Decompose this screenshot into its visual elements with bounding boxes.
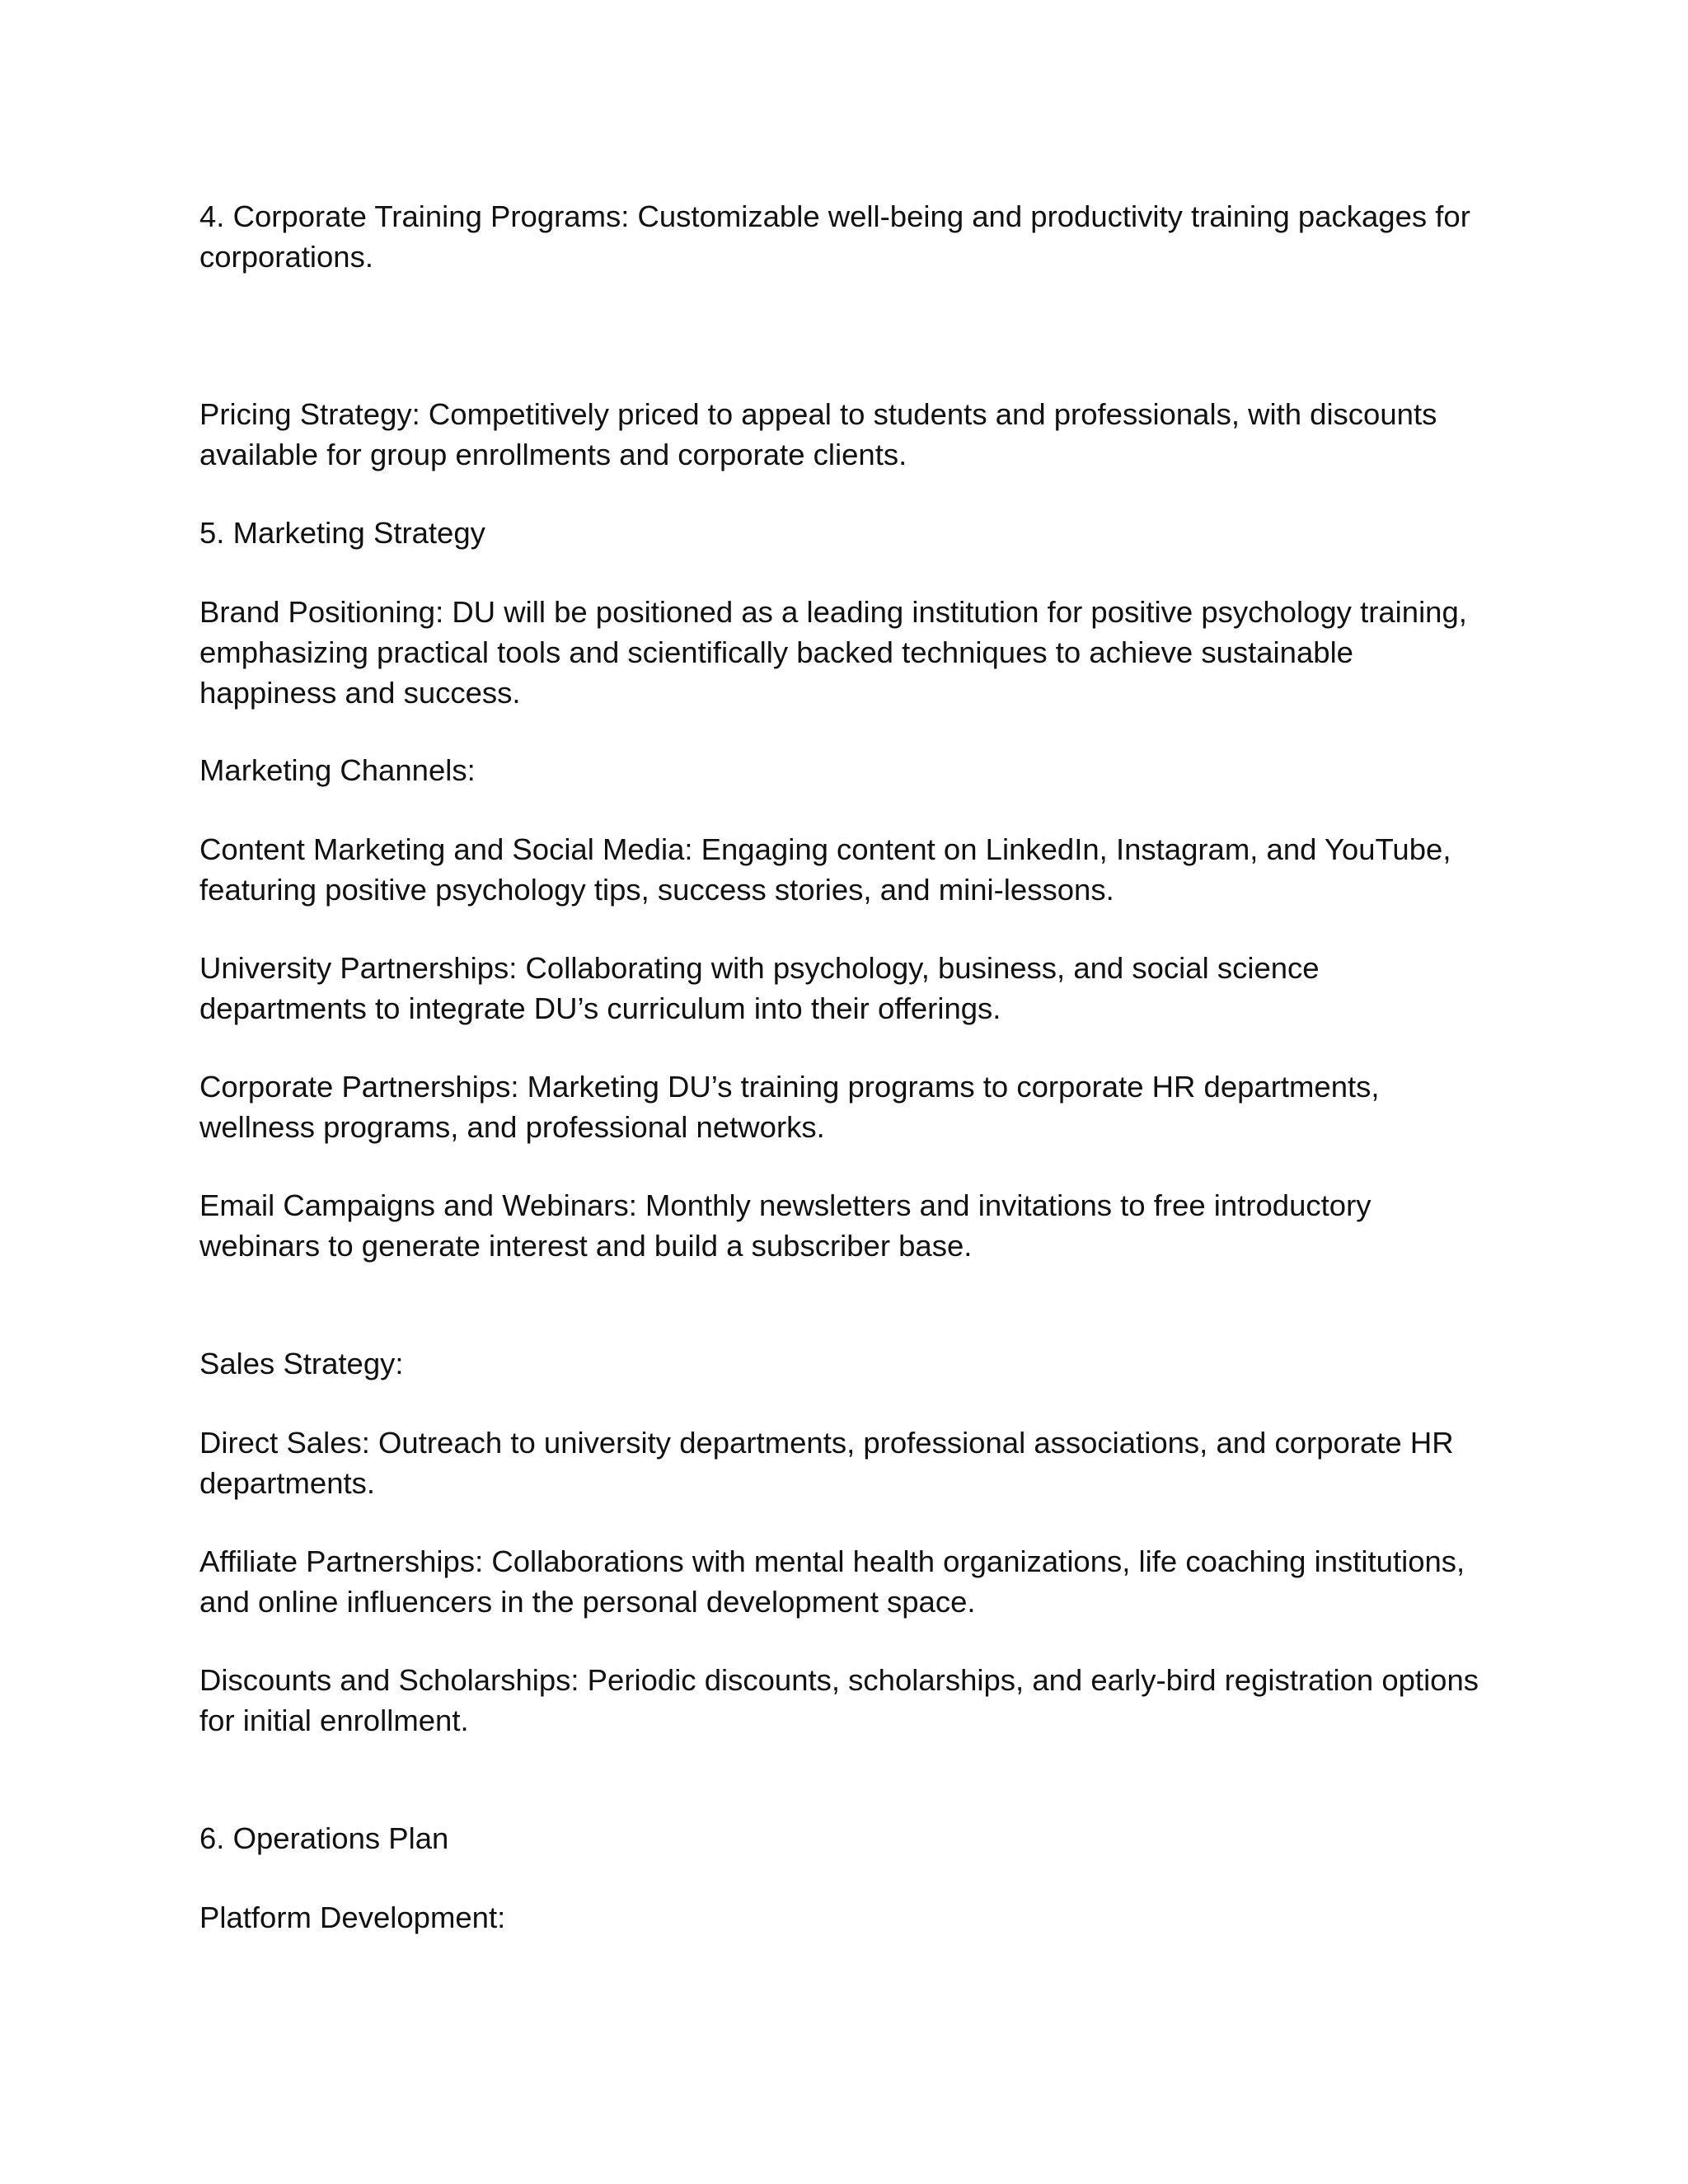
direct-sales-paragraph: Direct Sales: Outreach to university departments, professional associations, and corporate HR departments. (199, 1426, 1454, 1500)
marketing-strategy-heading: 5. Marketing Strategy (199, 516, 485, 550)
discounts-scholarships-paragraph: Discounts and Scholarships: Periodic discounts, scholarships, and early-bird registration options for initial enrollment. (199, 1663, 1479, 1737)
content-marketing-paragraph: Content Marketing and Social Media: Engaging content on LinkedIn, Instagram, and YouTube, featuring positive psychology tips, success stories, and mini-lessons. (199, 832, 1451, 907)
operations-plan-heading: 6. Operations Plan (199, 1821, 449, 1855)
email-campaigns-paragraph: Email Campaigns and Webinars: Monthly newsletters and invitations to free introductory webinars to generate interest and build a subscriber base. (199, 1188, 1372, 1263)
affiliate-partnerships-paragraph: Affiliate Partnerships: Collaborations with mental health organizations, life coaching institutions, and online influencers in the personal development space. (199, 1544, 1465, 1619)
brand-positioning-paragraph: Brand Positioning: DU will be positioned as a leading institution for positive psychology training, emphasizing practical tools and scientifically backed techniques to achieve sustainable happiness and success. (199, 595, 1467, 710)
platform-development-label: Platform Development: (199, 1900, 506, 1934)
corporate-partnerships-paragraph: Corporate Partnerships: Marketing DU’s training programs to corporate HR departments, wellness programs, and professional networks. (199, 1070, 1380, 1144)
sales-strategy-label: Sales Strategy: (199, 1347, 404, 1380)
university-partnerships-paragraph: University Partnerships: Collaborating with psychology, business, and social science departments to integrate DU’s curriculum into their offerings. (199, 951, 1320, 1025)
pricing-strategy-paragraph: Pricing Strategy: Competitively priced to appeal to students and professionals, with discounts available for group enrollments and corporate clients. (199, 397, 1437, 471)
marketing-channels-label: Marketing Channels: (199, 753, 476, 787)
corporate-training-item: 4. Corporate Training Programs: Customizable well-being and productivity training packages for corporations. (199, 199, 1470, 274)
